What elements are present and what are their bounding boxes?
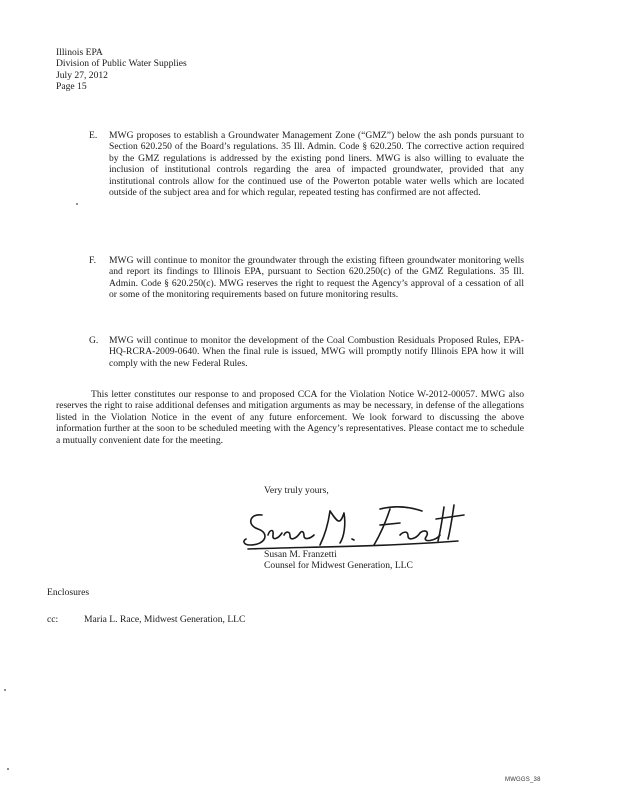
bates-stamp: MWGGS_38 <box>505 777 541 783</box>
item-text: MWG will continue to monitor the development of the Coal Combustion Residuals Proposed Rules, EPA-HQ-RCRA-2009-0640. When the final rule is issued, MWG will promptly notify Illinois EPA how it will comply with the new Federal Rules. <box>109 335 524 369</box>
signer-name: Susan M. Franzetti <box>264 549 337 560</box>
item-text: MWG will continue to monitor the groundwater through the existing fifteen groundwater monitoring wells and report its findings to Illinois EPA, pursuant to Section 620.250(c) of the GMZ Regulations. 35 Ill. Admin. Code § 620.250(c). MWG reserves the right to request the Agency’s approval of a cessation of all or some of the monitoring requirements based on future monitoring results. <box>109 255 524 301</box>
header-division: Division of Public Water Supplies <box>56 58 187 70</box>
cc-recipient: Maria L. Race, Midwest Generation, LLC <box>84 614 246 625</box>
item-text: MWG proposes to establish a Groundwater Management Zone (“GMZ”) below the ash ponds pursuant to Section 620.250 of the Board’s regulations. 35 Ill. Admin. Code § 620.250. The corrective action required by the GMZ regulations is addressed by the existing pond liners. MWG is also willing to evaluate the inclusion of institutional controls regarding the area of impacted groundwater, provided that any institutional controls allow for the continued use of the Powerton potable water wells which are located outside of the subject area and for which regular, repeated testing has confirmed are not affected. <box>109 130 524 199</box>
list-item-e <box>89 130 524 198</box>
header-date: July 27, 2012 <box>56 69 108 81</box>
enclosures-note: Enclosures <box>47 587 90 598</box>
header-page-number: Page 15 <box>56 81 87 93</box>
scan-speck <box>4 689 6 691</box>
signer-block <box>264 549 524 572</box>
list-item-g <box>89 335 524 369</box>
letter-header <box>56 47 316 93</box>
cc-label: cc: <box>47 614 59 625</box>
item-letter: G. <box>89 335 99 346</box>
salutation: Very truly yours, <box>264 485 329 496</box>
scan-speck <box>7 768 9 770</box>
list-item-f <box>89 255 524 301</box>
scan-speck <box>76 203 78 205</box>
item-letter: E. <box>89 130 98 141</box>
closing-paragraph: This letter constitutes our response to and proposed CCA for the Violation Notice W-2012-00057. MWG also reserves the right to raise additional defenses and mitigation arguments as may be necessary, in defense of the allegations listed in the Violation Notice in the event of any future enforcement. We look forward to discussing the above information further at the soon to be scheduled meeting with the Agency’s representatives. Please contact me to schedule a mutually convenient date for the meeting. <box>56 389 524 446</box>
item-letter: F. <box>89 255 96 266</box>
signer-title: Counsel for Midwest Generation, LLC <box>264 560 413 572</box>
handwritten-signature <box>240 495 470 555</box>
header-recipient: Illinois EPA <box>56 47 103 58</box>
